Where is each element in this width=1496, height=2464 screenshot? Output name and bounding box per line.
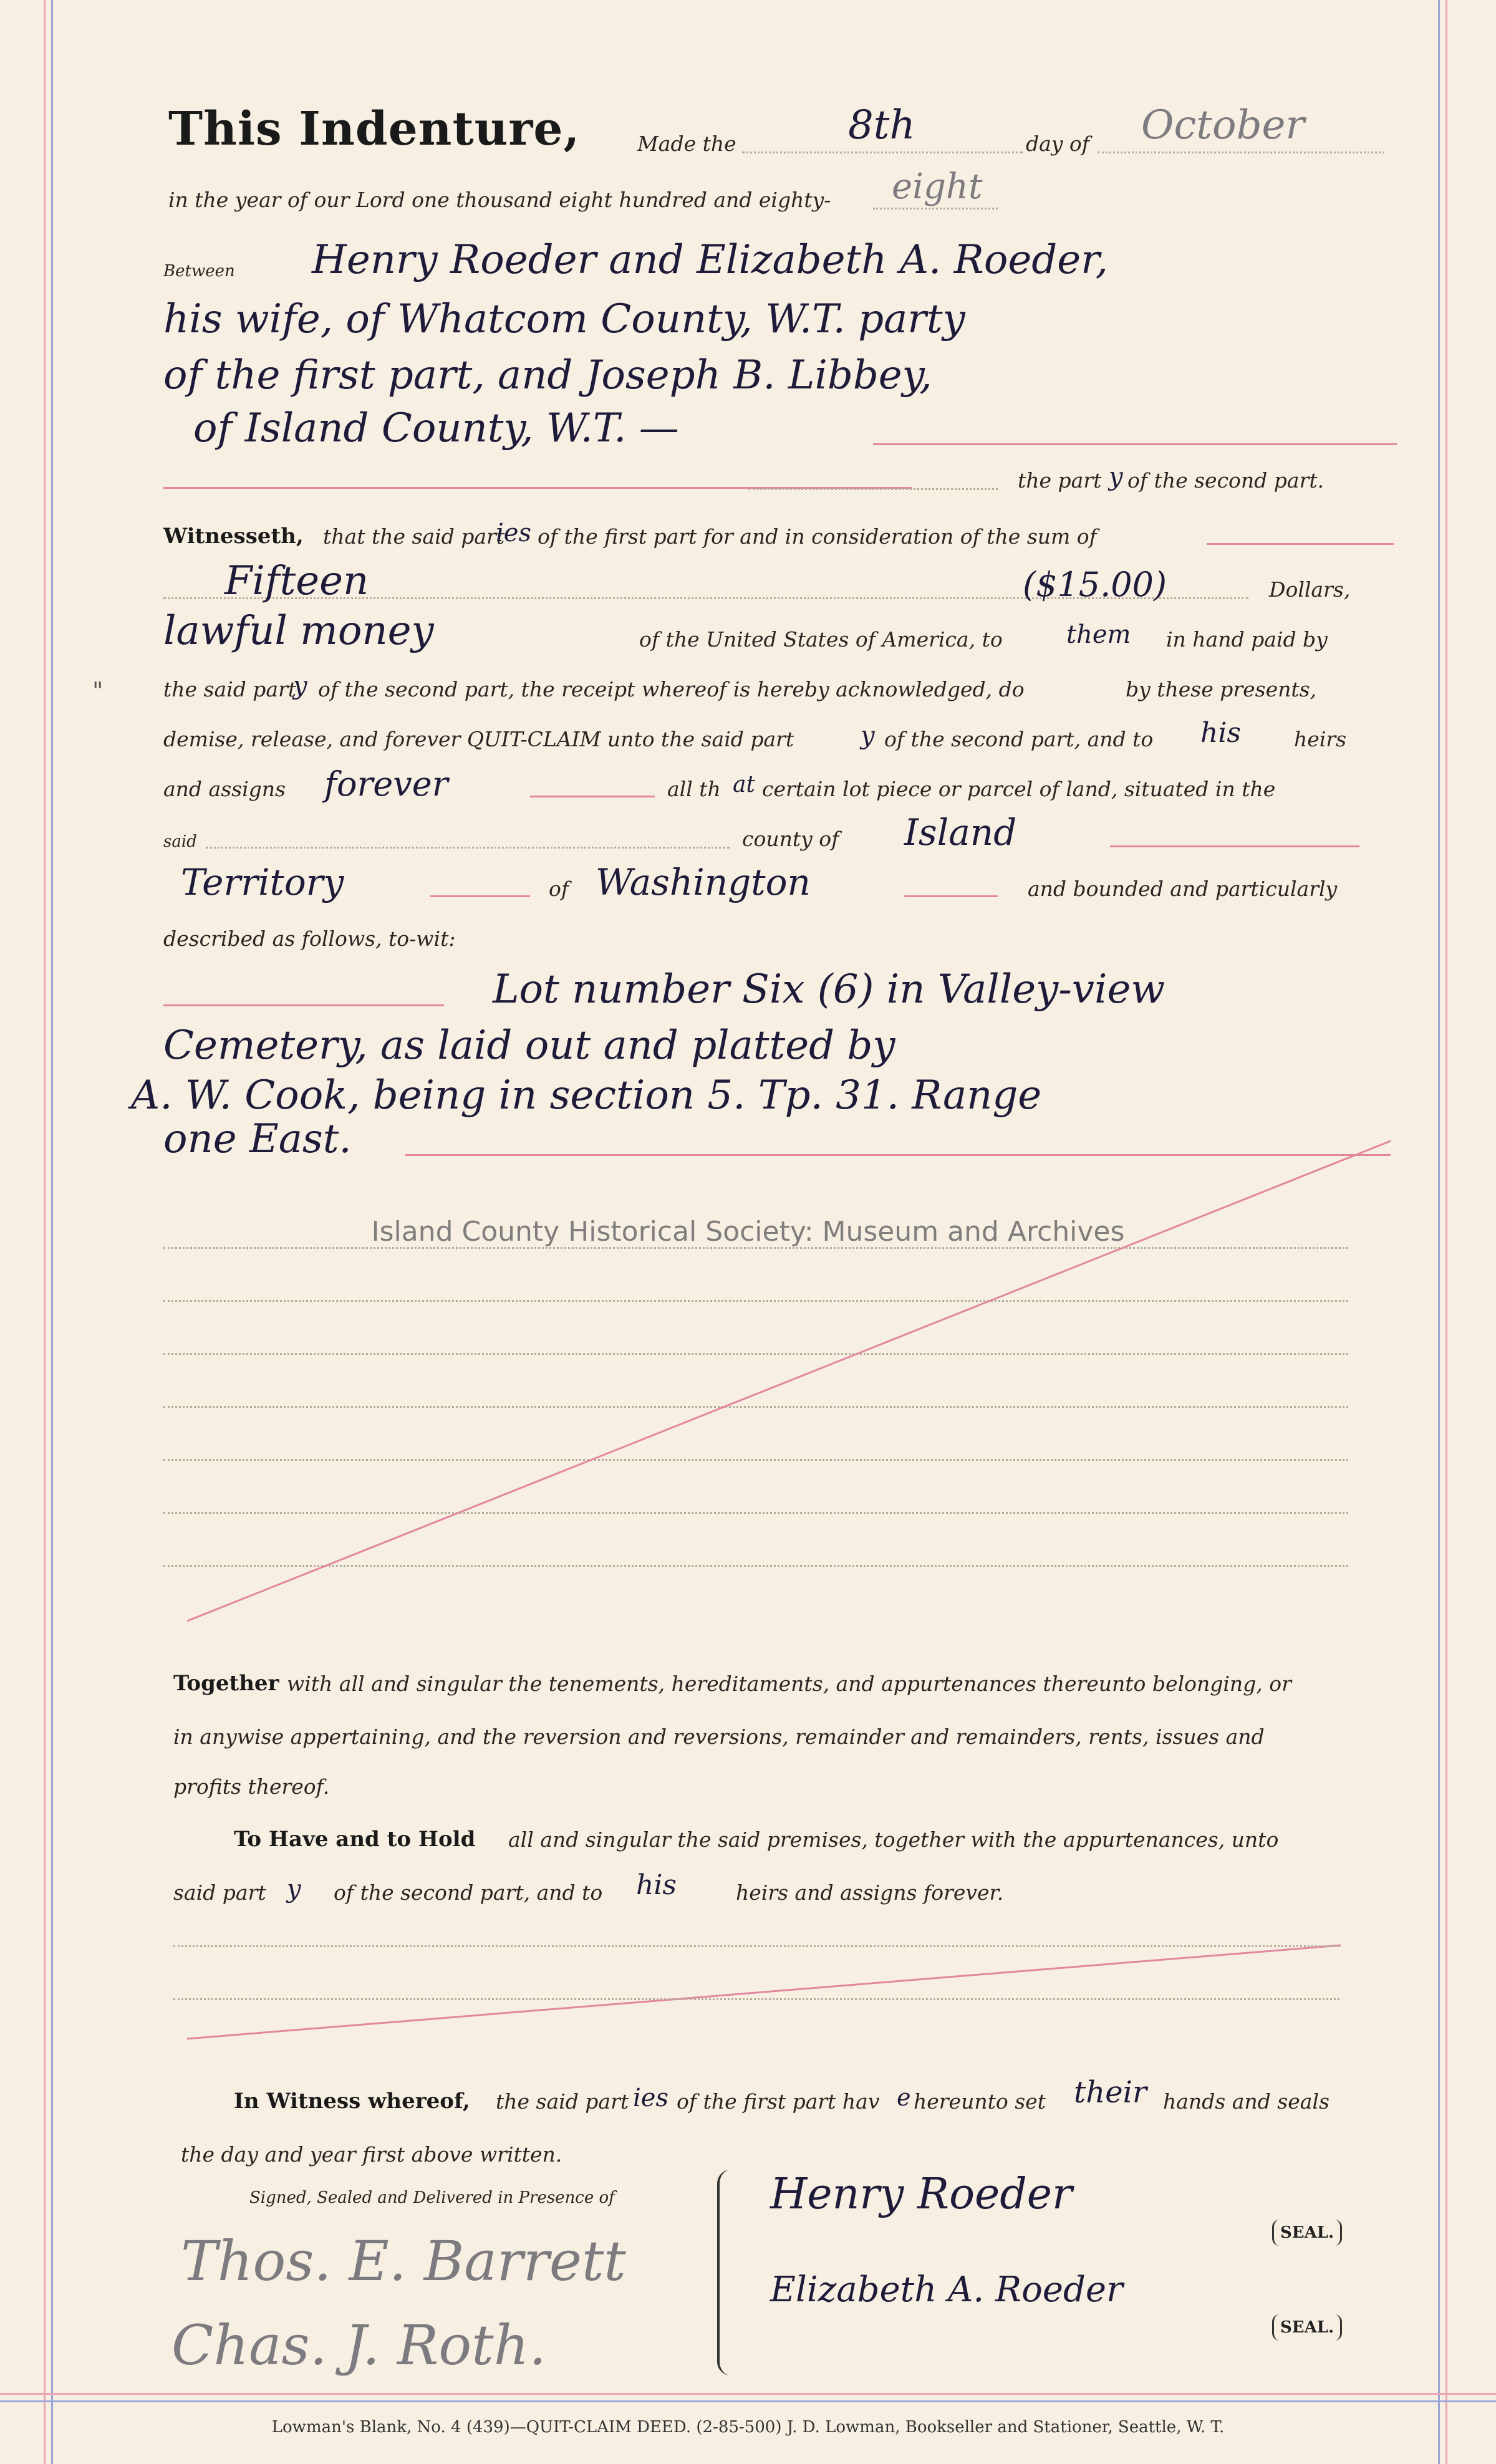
territory-value: Territory [181, 861, 344, 903]
description-line: A. W. Cook, being in section 5. Tp. 31. Range [131, 1072, 1042, 1119]
receipt-text: of the second part, the receipt whereof is hereby acknowledged, do [318, 677, 1025, 701]
party-second-label: the part [1018, 468, 1102, 493]
together-text: in anywise appertaining, and the reversion and reversions, remainder and remainders, rents, issues and [173, 1725, 1265, 1749]
to-have-word: To Have and to Hold [234, 1827, 476, 1852]
receipt-text: the said part [163, 677, 297, 701]
witnesseth-text: of the first part for and in consideration of the sum of [538, 524, 1097, 549]
to-have-text: all and singular the said premises, together with the appurtenances, unto [508, 1827, 1279, 1852]
county-value: Island [904, 811, 1017, 854]
to-have-text: said part [173, 1880, 266, 1905]
hand-paid: in hand paid by [1166, 627, 1328, 652]
sum-figures: ($15.00) [1023, 565, 1167, 604]
bounded-text: and bounded and particularly [1028, 877, 1338, 901]
signed-label: Signed, Sealed and Delivered in Presence of [249, 2188, 615, 2207]
sum-words: Fifteen [224, 558, 369, 604]
assigns-at: at [733, 772, 755, 797]
to-have-text: of the second part, and to [334, 1880, 603, 1905]
assigns-text: and assigns [163, 777, 286, 801]
description-line: Cemetery, as laid out and platted by [163, 1023, 895, 1069]
witnesseth-text: that the said part [323, 524, 505, 549]
assigns-text: certain lot piece or parcel of land, situated in the [762, 777, 1276, 801]
in-witness-text: the said part [496, 2089, 629, 2114]
release-fill: y [861, 721, 875, 750]
of-label: of [549, 877, 569, 901]
description-line: one East. [163, 1116, 352, 1162]
in-witness-e: e [897, 2084, 911, 2111]
in-witness-line [0, 2123, 1496, 2173]
release-text: demise, release, and forever QUIT-CLAIM unto the said part [163, 727, 794, 751]
in-witness-fill: ies [633, 2084, 668, 2112]
witnesseth-fill: ies [496, 519, 531, 547]
grantor-signature: Elizabeth A. Roeder [770, 2269, 1123, 2310]
in-witness-their: their [1074, 2075, 1147, 2110]
year-text: in the year of our Lord one thousand eight hundred and eighty- [168, 188, 831, 212]
dollars-label: Dollars, [1269, 577, 1351, 602]
margin-mark: " [92, 677, 104, 705]
assigns-fill: forever [324, 764, 448, 804]
said-label: said [163, 832, 197, 851]
seal-box: SEAL. [1272, 2314, 1342, 2341]
lawful-money: lawful money [163, 608, 434, 654]
in-witness-text: of the first part hav [677, 2089, 880, 2114]
in-witness-word: In Witness whereof, [234, 2089, 470, 2114]
party-line: his wife, of Whatcom County, W.T. party [163, 296, 965, 342]
state-value: Washington [596, 861, 811, 903]
party-line: Henry Roeder and Elizabeth A. Roeder, [312, 237, 1108, 283]
witnesseth-word: Witnesseth, [163, 524, 304, 549]
together-text: profits thereof. [173, 1774, 330, 1799]
grantor-signature: Henry Roeder [770, 2170, 1073, 2219]
first-above-text: the day and year first above written. [181, 2142, 562, 2167]
us-text: of the United States of America, to [639, 627, 1003, 652]
watermark: Island County Historical Society: Museum and Archives [371, 1216, 1125, 1248]
to-have-line [0, 1861, 1496, 1911]
day-of-label: day of [1026, 132, 1090, 156]
in-witness-text: hereunto set [914, 2089, 1046, 2114]
description-line: Lot number Six (6) in Valley-view [493, 966, 1165, 1013]
party-line: of Island County, W.T. — [193, 405, 679, 451]
in-witness-line [0, 2070, 1496, 2120]
described-text: described as follows, to-wit: [163, 926, 456, 951]
made-the-label: Made the [637, 132, 736, 156]
release-text: of the second part, and to [884, 727, 1154, 751]
month-value: October [1141, 102, 1305, 148]
year-value: eight [892, 166, 983, 207]
party-line: of the first part, and Joseph B. Libbey, [163, 352, 932, 398]
together-line [0, 1652, 1496, 1702]
in-witness-text: hands and seals [1163, 2089, 1330, 2114]
to-whom: them [1066, 620, 1131, 649]
together-text: with all and singular the tenements, hereditaments, and appurtenances thereunto belonging, or [287, 1672, 1291, 1696]
to-have-line [0, 1808, 1496, 1858]
to-have-his: his [636, 1869, 677, 1901]
to-have-text: heirs and assigns forever. [736, 1880, 1004, 1905]
seal-box: SEAL. [1272, 2220, 1342, 2246]
together-line [0, 1755, 1496, 1805]
witness-signature: Thos. E. Barrett [181, 2229, 626, 2293]
party-second-fill: y [1109, 463, 1123, 491]
together-line [0, 1705, 1496, 1755]
witness-signature: Chas. J. Roth. [171, 2313, 547, 2377]
receipt-text: by these presents, [1126, 677, 1317, 701]
party-second-suffix: of the second part. [1127, 468, 1325, 493]
day-value: 8th [848, 102, 915, 148]
signature-brace [717, 2170, 745, 2375]
assigns-text: all th [667, 777, 721, 801]
footer: Lowman's Blank, No. 4 (439)—QUIT-CLAIM DEED. (2-85-500) J. D. Lowman, Bookseller and Stationer, Seattle, W. T. [271, 2418, 1225, 2437]
to-have-fill: y [287, 1875, 301, 1903]
county-of-label: county of [742, 827, 839, 851]
receipt-fill: y [293, 671, 307, 700]
together-word: Together [173, 1671, 279, 1696]
heading: This Indenture, [168, 102, 581, 156]
release-his: his [1200, 717, 1241, 749]
between-label: Between [163, 262, 235, 281]
release-text: heirs [1294, 727, 1347, 751]
